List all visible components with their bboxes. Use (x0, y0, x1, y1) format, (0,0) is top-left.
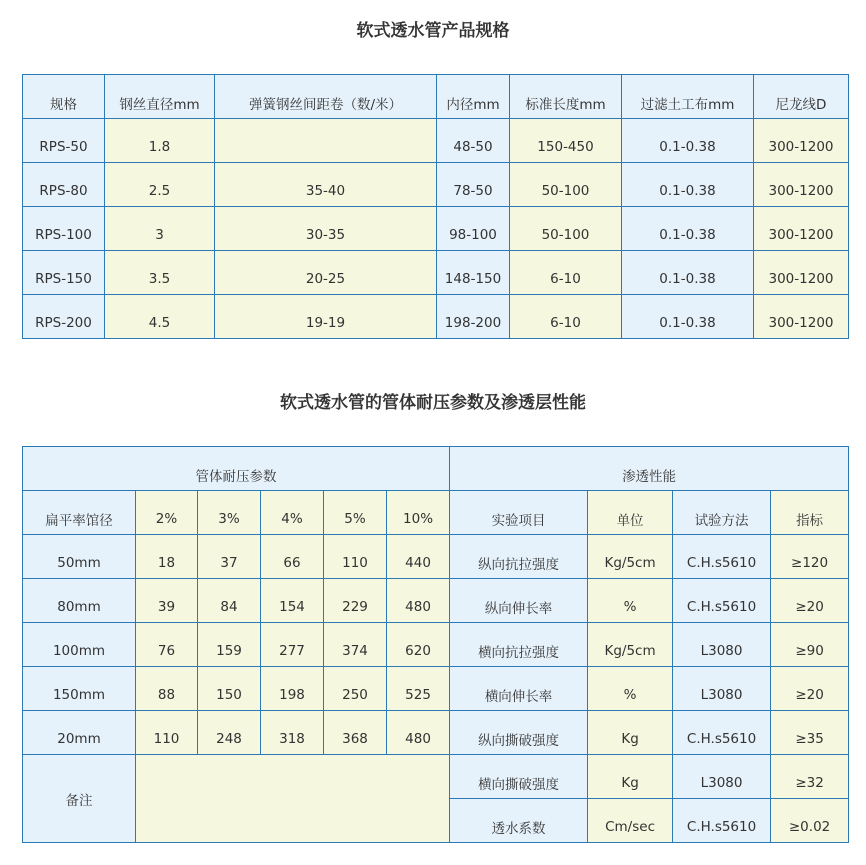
perf-row (23, 755, 849, 799)
perm-index-cell: ≥20 (771, 667, 849, 711)
group-header-pressure: 管体耐压参数 (23, 447, 450, 491)
pipe-size-cell: 20mm (23, 711, 136, 755)
pressure-cell: 154 (261, 579, 324, 623)
spec-cell: 48-50 (437, 119, 510, 163)
spec-cell: 0.1-0.38 (622, 163, 754, 207)
pressure-cell: 159 (198, 623, 261, 667)
perm-index-cell: ≥0.02 (771, 799, 849, 843)
col-header-spring-pitch: 弹簧钢丝间距卷（数/米） (215, 75, 437, 119)
pressure-cell: 88 (136, 667, 198, 711)
col-header-unit: 单位 (588, 491, 673, 535)
perm-index-cell: ≥32 (771, 755, 849, 799)
col-header-index: 指标 (771, 491, 849, 535)
pressure-cell: 318 (261, 711, 324, 755)
perm-item-cell: 横向撕破强度 (450, 755, 588, 799)
pressure-cell: 248 (198, 711, 261, 755)
group-header-permeability: 渗透性能 (450, 447, 849, 491)
pressure-cell: 198 (261, 667, 324, 711)
perm-index-cell: ≥90 (771, 623, 849, 667)
pressure-cell: 525 (387, 667, 450, 711)
pressure-cell: 84 (198, 579, 261, 623)
col-header-nylon-thread: 尼龙线D (754, 75, 849, 119)
perf-row (23, 667, 849, 711)
spec-cell: 0.1-0.38 (622, 295, 754, 339)
col-header-test-method: 试验方法 (673, 491, 771, 535)
perf-header-row (23, 491, 849, 535)
perf-row (23, 623, 849, 667)
spec-cell: 150-450 (510, 119, 622, 163)
perm-method-cell: C.H.s5610 (673, 711, 771, 755)
spec-cell: 6-10 (510, 251, 622, 295)
remark-content-cell (136, 755, 450, 843)
spec-cell: 19-19 (215, 295, 437, 339)
pressure-cell: 440 (387, 535, 450, 579)
col-header-flattening: 扁平率馆径 (23, 491, 136, 535)
spec-cell: 148-150 (437, 251, 510, 295)
pressure-cell: 277 (261, 623, 324, 667)
performance-table (22, 446, 849, 843)
col-header-pct: 4% (261, 491, 324, 535)
spec-cell: 6-10 (510, 295, 622, 339)
spec-cell: 300-1200 (754, 251, 849, 295)
perm-method-cell: C.H.s5610 (673, 535, 771, 579)
perm-item-cell: 纵向抗拉强度 (450, 535, 588, 579)
spec-cell: 1.8 (105, 119, 215, 163)
spec-row (23, 251, 849, 295)
perm-method-cell: L3080 (673, 755, 771, 799)
col-header-test-item: 实验项目 (450, 491, 588, 535)
spec-header-row (23, 75, 849, 119)
spec-cell: 300-1200 (754, 163, 849, 207)
col-header-pct: 2% (136, 491, 198, 535)
perm-unit-cell: % (588, 667, 673, 711)
perm-unit-cell: Kg/5cm (588, 535, 673, 579)
pressure-cell: 39 (136, 579, 198, 623)
pipe-size-cell: 80mm (23, 579, 136, 623)
perf-row (23, 535, 849, 579)
col-header-standard-length: 标准长度mm (510, 75, 622, 119)
perm-item-cell: 横向抗拉强度 (450, 623, 588, 667)
spec-cell: 0.1-0.38 (622, 207, 754, 251)
pressure-cell: 66 (261, 535, 324, 579)
spec-cell: 300-1200 (754, 207, 849, 251)
spec-table (22, 74, 849, 339)
col-header-inner-diameter: 内径mm (437, 75, 510, 119)
col-header-pct: 10% (387, 491, 450, 535)
spec-cell: 20-25 (215, 251, 437, 295)
perm-index-cell: ≥35 (771, 711, 849, 755)
spec-cell: 4.5 (105, 295, 215, 339)
spec-cell: 50-100 (510, 163, 622, 207)
pressure-cell: 620 (387, 623, 450, 667)
spec-cell: 0.1-0.38 (622, 251, 754, 295)
pressure-cell: 110 (324, 535, 387, 579)
pipe-size-cell: 50mm (23, 535, 136, 579)
spec-cell: 300-1200 (754, 295, 849, 339)
pipe-size-cell: 100mm (23, 623, 136, 667)
spec-cell: 198-200 (437, 295, 510, 339)
col-header-pct: 3% (198, 491, 261, 535)
spec-cell: 35-40 (215, 163, 437, 207)
spec-row (23, 295, 849, 339)
perf-row (23, 711, 849, 755)
pressure-cell: 229 (324, 579, 387, 623)
spec-row (23, 207, 849, 251)
spec-cell: 30-35 (215, 207, 437, 251)
col-header-wire-diameter: 钢丝直径mm (105, 75, 215, 119)
pipe-size-cell: 150mm (23, 667, 136, 711)
spec-cell: 3.5 (105, 251, 215, 295)
spec-cell: 2.5 (105, 163, 215, 207)
group-header-row (23, 447, 849, 491)
spec-cell: 3 (105, 207, 215, 251)
pressure-cell: 480 (387, 711, 450, 755)
spec-cell-model: RPS-100 (23, 207, 105, 251)
spec-row (23, 119, 849, 163)
perm-item-cell: 透水系数 (450, 799, 588, 843)
perm-unit-cell: Kg (588, 711, 673, 755)
spec-cell: 78-50 (437, 163, 510, 207)
pressure-cell: 374 (324, 623, 387, 667)
perm-unit-cell: Kg/5cm (588, 623, 673, 667)
spec-cell: 0.1-0.38 (622, 119, 754, 163)
perm-item-cell: 纵向撕破强度 (450, 711, 588, 755)
col-header-pct: 5% (324, 491, 387, 535)
pressure-cell: 110 (136, 711, 198, 755)
perm-method-cell: C.H.s5610 (673, 579, 771, 623)
spec-cell-model: RPS-50 (23, 119, 105, 163)
spec-table-title: 软式透水管产品规格 (356, 21, 510, 41)
perf-row (23, 579, 849, 623)
col-header-spec: 规格 (23, 75, 105, 119)
pressure-cell: 37 (198, 535, 261, 579)
spec-cell: 98-100 (437, 207, 510, 251)
pressure-cell: 150 (198, 667, 261, 711)
remark-label-cell: 备注 (23, 755, 136, 843)
pressure-cell: 76 (136, 623, 198, 667)
perf-table-title: 软式透水管的管体耐压参数及渗透层性能 (280, 393, 586, 413)
spec-cell: 300-1200 (754, 119, 849, 163)
perm-unit-cell: % (588, 579, 673, 623)
perm-item-cell: 横向伸长率 (450, 667, 588, 711)
perm-item-cell: 纵向伸长率 (450, 579, 588, 623)
perm-index-cell: ≥120 (771, 535, 849, 579)
perm-method-cell: L3080 (673, 623, 771, 667)
col-header-filter-fabric: 过滤土工布mm (622, 75, 754, 119)
spec-row (23, 163, 849, 207)
spec-cell-model: RPS-200 (23, 295, 105, 339)
pressure-cell: 18 (136, 535, 198, 579)
perm-unit-cell: Kg (588, 755, 673, 799)
spec-cell (215, 119, 437, 163)
perm-method-cell: L3080 (673, 667, 771, 711)
spec-cell-model: RPS-150 (23, 251, 105, 295)
perm-unit-cell: Cm/sec (588, 799, 673, 843)
perm-index-cell: ≥20 (771, 579, 849, 623)
spec-cell-model: RPS-80 (23, 163, 105, 207)
pressure-cell: 368 (324, 711, 387, 755)
perm-method-cell: C.H.s5610 (673, 799, 771, 843)
spec-cell: 50-100 (510, 207, 622, 251)
pressure-cell: 250 (324, 667, 387, 711)
pressure-cell: 480 (387, 579, 450, 623)
